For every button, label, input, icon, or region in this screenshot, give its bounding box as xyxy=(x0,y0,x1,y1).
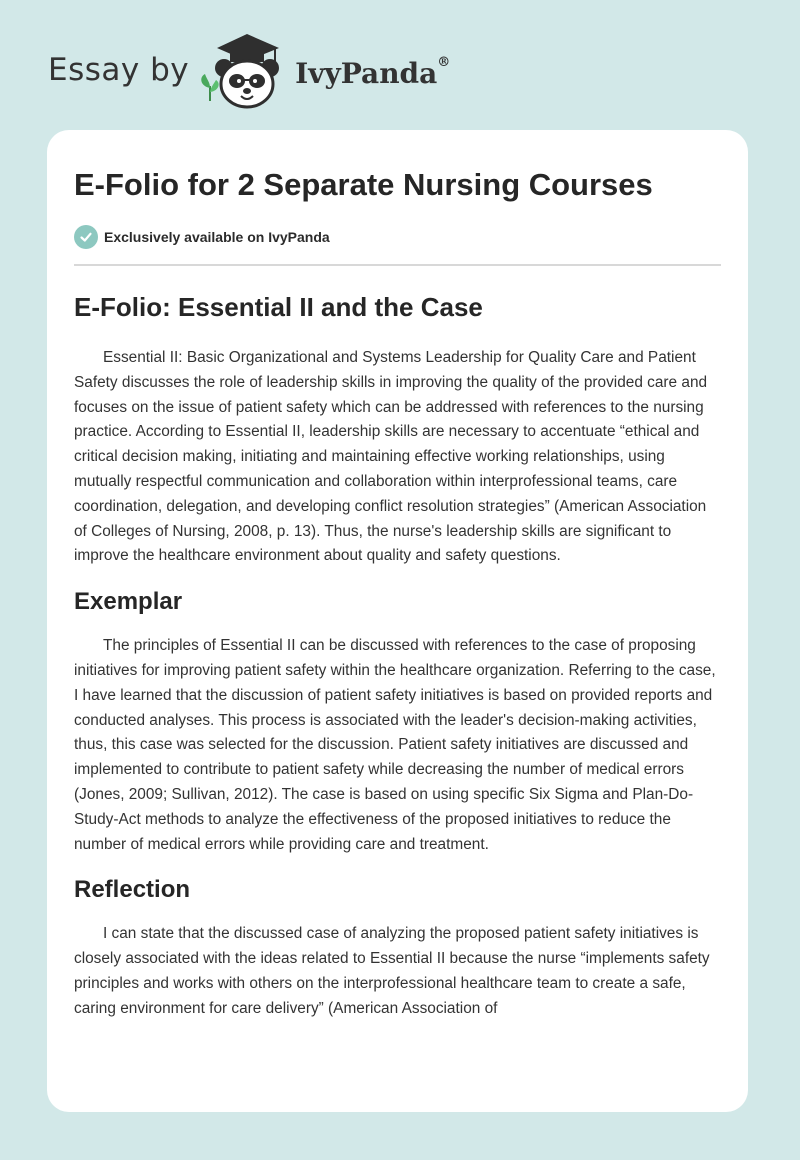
registered-mark: ® xyxy=(437,55,451,71)
site-header xyxy=(48,28,450,112)
essay-by-label: Essay by xyxy=(48,52,190,88)
brand-name[interactable] xyxy=(295,57,450,90)
panda-logo-icon[interactable] xyxy=(197,28,293,112)
divider xyxy=(74,264,721,266)
check-icon xyxy=(74,225,98,249)
section-heading-reflection: Reflection xyxy=(74,876,191,904)
section-heading-essential: E-Folio: Essential II and the Case xyxy=(74,292,483,322)
section-paragraph-reflection: I can state that the discussed case of analyzing the proposed patient safety initiatives is closely associated with the ideas related to Essential II because the nurse “implements safety principles and works with others on the interprofessional healthcare team to create a safe, caring environment for care delivery” (American Association of xyxy=(74,925,710,1017)
badge-label: Exclusively available on IvyPanda xyxy=(104,229,330,245)
brand-text: IvyPanda xyxy=(295,56,438,90)
page-title: E-Folio for 2 Separate Nursing Courses xyxy=(74,167,653,202)
article-card xyxy=(47,130,748,1112)
exclusive-badge xyxy=(74,224,721,250)
section-paragraph-essential: Essential II: Basic Organizational and Systems Leadership for Quality Care and Patient Safety discusses the role of leadership skills in improving the quality of the provided care and focuses on the issue of patient safety which can be addressed with references to the nursing practice. According to Essential II, leadership skills are necessary to accentuate “ethical and critical decision making, initiating and maintaining effective working relationships, using mutually respectful communication and collaboration within interprofessional teams, care coordination, delegation, and developing conflict resolution strategies” (American Association of Colleges of Nursing, 2008, p. 13). Thus, the nurse's leadership skills are significant to improve the healthcare environment about quality and safety questions. xyxy=(74,349,708,565)
section-heading-exemplar: Exemplar xyxy=(74,588,183,616)
section-paragraph-exemplar: The principles of Essential II can be discussed with references to the case of proposing initiatives for improving patient safety within the healthcare organization. Referring to the case, I have learned that the discussion of patient safety initiatives is based on provided reports and conducted analyses. This process is associated with the leader's decision-making activities, thus, this case was selected for the discussion. Patient safety initiatives are discussed and implemented to contribute to patient safety while decreasing the number of medical errors (Jones, 2009; Sullivan, 2012). The case is based on using specific Six Sigma and Plan-Do-Study-Act methods to analyze the effectiveness of the proposed initiatives to reduce the number of medical errors while providing care and treatment. xyxy=(74,637,716,853)
leaf-icon xyxy=(197,72,223,102)
